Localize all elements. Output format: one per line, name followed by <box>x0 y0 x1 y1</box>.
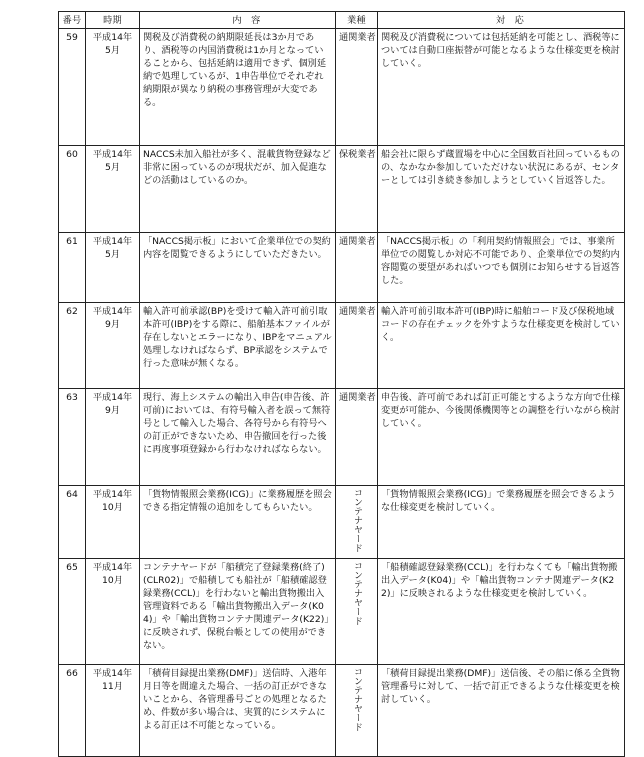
row-period: 平成14年 9月 <box>86 389 140 486</box>
row-content: NACCS未加入船社が多く、混載貨物登録など非常に困っているのが現状だが、加入促進などの活動はしているのか。 <box>140 146 336 233</box>
row-content: 「貨物情報照会業務(ICG)」に業務履歴を照会できる指定情報の追加をしてもらいたい。 <box>140 486 336 559</box>
header-period: 時期 <box>86 12 140 29</box>
row-category-text: 保税業者 <box>339 149 376 160</box>
row-number: 60 <box>59 146 86 233</box>
header-no: 番号 <box>59 12 86 29</box>
row-number: 59 <box>59 29 86 146</box>
row-response: 申告後、許可前であれば訂正可能とするような方向で仕様変更が可能か、今後関係機関等との調整を行いながら検討していく。 <box>378 389 625 486</box>
issues-table <box>58 11 625 757</box>
row-content: 関税及び消費税の納期限延長は3か月であり、酒税等の内国消費税は1か月となっていることから、包括延納は適用できず、個別延納で処理しているが、1申告単位でそれぞれ納期限が異なり納税の事務管理が大変である。 <box>140 29 336 146</box>
table-row <box>59 665 625 757</box>
table-row <box>59 486 625 559</box>
row-period: 平成14年 10月 <box>86 559 140 665</box>
row-number: 62 <box>59 303 86 389</box>
row-category-text: 通関業者 <box>339 32 376 43</box>
row-category-text: 通関業者 <box>339 392 376 403</box>
row-period: 平成14年 10月 <box>86 486 140 559</box>
header-category: 業種 <box>336 12 378 29</box>
row-period: 平成14年 5月 <box>86 146 140 233</box>
row-response: 輸入許可前引取本許可(IBP)時に船舶コード及び保税地域コードの存在チェックを外すような仕様変更を検討していく。 <box>378 303 625 389</box>
row-number: 64 <box>59 486 86 559</box>
row-category <box>336 665 378 757</box>
row-period: 平成14年 9月 <box>86 303 140 389</box>
row-number: 66 <box>59 665 86 757</box>
row-category <box>336 233 378 303</box>
table-row <box>59 233 625 303</box>
row-content: 輸入許可前承認(BP)を受けて輸入許可前引取本許可(IBP)をする際に、船舶基本ファイルが存在しないとエラーになり、IBPをマニュアル処理しなければならず、BP承認をシステムで行った意味が無くなる。 <box>140 303 336 389</box>
row-period: 平成14年 5月 <box>86 233 140 303</box>
header-content: 内 容 <box>140 12 336 29</box>
row-response: 「貨物情報照会業務(ICG)」で業務履歴を照会できるような仕様変更を検討していく。 <box>378 486 625 559</box>
table-row <box>59 559 625 665</box>
row-category-text: コンテナヤード <box>351 561 363 626</box>
row-content: 現行、海上システムの輸出入申告(申告後、許可前)においては、有符号輸入者を誤って無符号として輸入した場合、各符号から有符号への訂正ができないため、申告撤回を行った後に再度事項登録から行わなければならない。 <box>140 389 336 486</box>
row-category <box>336 486 378 559</box>
row-response: 関税及び消費税については包括延納を可能とし、酒税等については自動口座振替が可能となるような仕様変更を検討していく。 <box>378 29 625 146</box>
row-response: 船会社に限らず蔵置場を中心に全国数百社回っているものの、なかなか参加していただけない状況にあるが、センターとしては引き続き参加しようとしていく旨返答した。 <box>378 146 625 233</box>
table-header-row <box>59 12 625 29</box>
table-row <box>59 303 625 389</box>
row-content: コンテナヤードが「船積完了登録業務(終了)(CLR02)」で船積しても船社が「船積確認登録業務(CCL)」を行わないと輸出貨物搬出入管理資料である「輸出貨物搬出入データ(K04)」や「輸出貨物コンテナ関連データ(K22)」に反映されず、保税台帳としての使用ができない。 <box>140 559 336 665</box>
header-response: 対 応 <box>378 12 625 29</box>
row-period: 平成14年 5月 <box>86 29 140 146</box>
row-number: 61 <box>59 233 86 303</box>
row-category-text: コンテナヤード <box>351 488 363 553</box>
row-content: 「積荷目録提出業務(DMF)」送信時、入港年月日等を間違えた場合、一括の訂正ができないことから、各管理番号ごとの処理となるため、件数が多い場合は、実質的にシステムによる訂正は不可能となっている。 <box>140 665 336 757</box>
row-category-text: 通関業者 <box>339 306 376 317</box>
row-category <box>336 29 378 146</box>
row-response: 「NACCS掲示板」の「利用契約情報照会」では、事業所単位での閲覧しか対応不可能であり、企業単位での契約内容閲覧の要望があればいつでも個別にお知らせする旨返答した。 <box>378 233 625 303</box>
row-response: 「積荷目録提出業務(DMF)」送信後、その船に係る全貨物管理番号に対して、一括で訂正できるような仕様変更を検討していく。 <box>378 665 625 757</box>
row-response: 「船積確認登録業務(CCL)」を行わなくても「輸出貨物搬出入データ(K04)」や「輸出貨物コンテナ関連データ(K22)」に反映されるような仕様変更を検討していく。 <box>378 559 625 665</box>
table-row <box>59 29 625 146</box>
row-category-text: 通関業者 <box>339 236 376 247</box>
table-row <box>59 146 625 233</box>
table-row <box>59 389 625 486</box>
row-category <box>336 146 378 233</box>
row-number: 63 <box>59 389 86 486</box>
row-period: 平成14年 11月 <box>86 665 140 757</box>
row-content: 「NACCS掲示板」において企業単位での契約内容を閲覧できるようにしていただきたい。 <box>140 233 336 303</box>
row-category <box>336 389 378 486</box>
row-category <box>336 303 378 389</box>
row-category-text: コンテナヤード <box>351 667 363 732</box>
row-category <box>336 559 378 665</box>
row-number: 65 <box>59 559 86 665</box>
